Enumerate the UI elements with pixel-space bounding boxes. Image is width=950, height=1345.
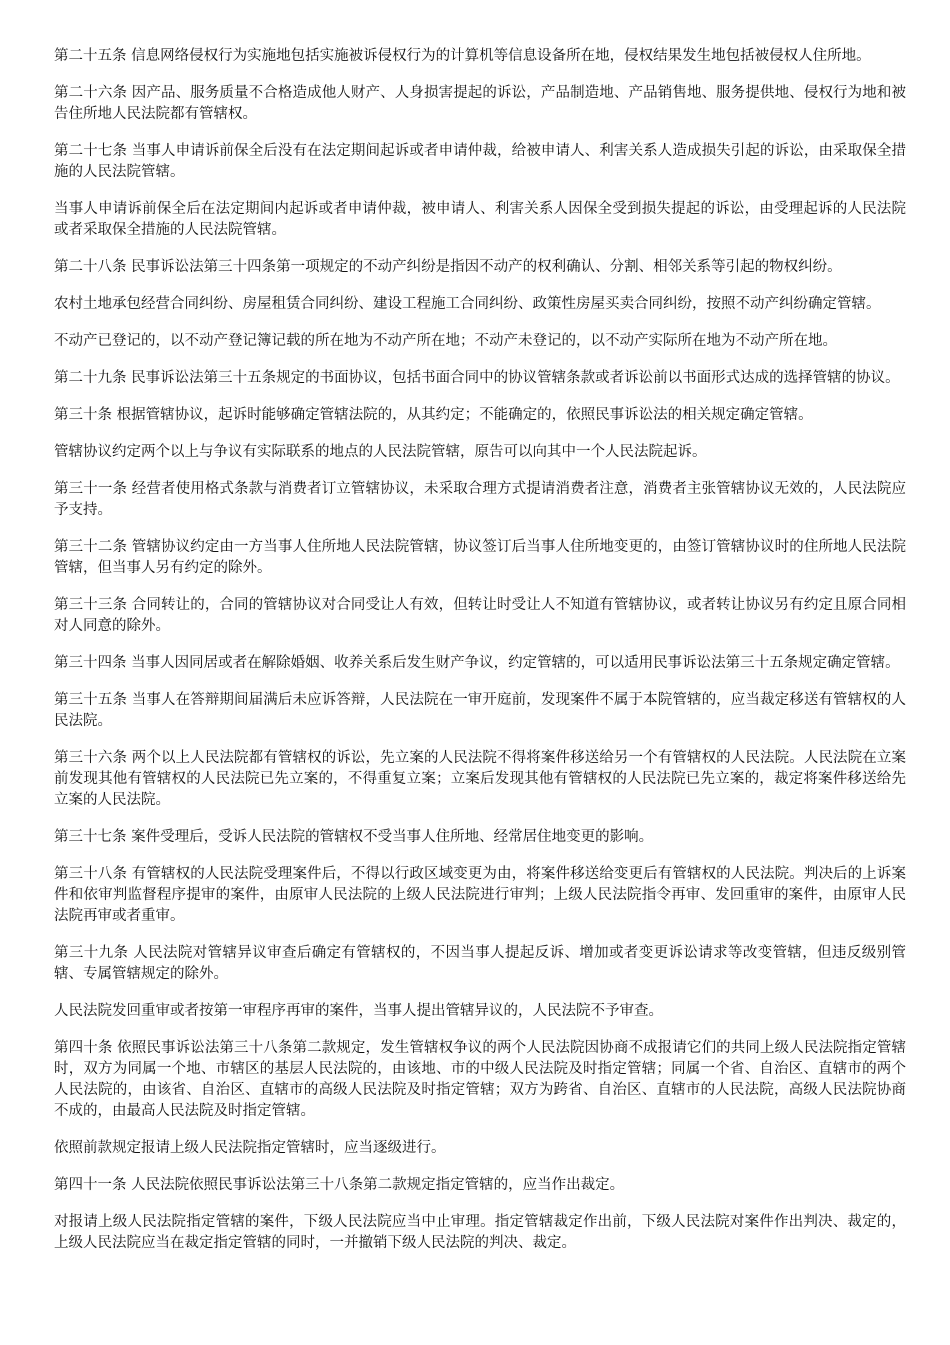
- paragraph-art37: 第三十七条 案件受理后，受诉人民法院的管辖权不受当事人住所地、经常居住地变更的影响。: [54, 829, 654, 845]
- paragraph-art40: 第四十条 依照民事诉讼法第三十八条第二款规定，发生管辖权争议的两个人民法院因协商不成报请它们的共同上级人民法院指定管辖时，双方为同属一个地、市辖区的基层人民法院的，由该地、市的中级人民法院及时指定管辖；同属一个省、自治区、直辖市的两个人民法院的，由该省、自治区、直辖市的高级人民法院及时指定管辖；双方为跨省、自治区、直辖市的人民法院，高级人民法院协商不成的，由最高人民法院及时指定管辖。: [54, 1040, 906, 1119]
- paragraph-art35: 第三十五条 当事人在答辩期间届满后未应诉答辩，人民法院在一审开庭前，发现案件不属于本院管辖的，应当裁定移送有管辖权的人民法院。: [54, 692, 906, 729]
- paragraph-art27: 第二十七条 当事人申请诉前保全后没有在法定期间起诉或者申请仲裁，给被申请人、利害关系人造成损失引起的诉讼，由采取保全措施的人民法院管辖。: [54, 143, 906, 180]
- paragraph-art39-2: 人民法院发回重审或者按第一审程序再审的案件，当事人提出管辖异议的，人民法院不予审查。: [54, 1003, 663, 1019]
- document-body: [54, 46, 906, 1270]
- paragraph-art34: 第三十四条 当事人因同居或者在解除婚姻、收养关系后发生财产争议，约定管辖的，可以适用民事诉讼法第三十五条规定确定管辖。: [54, 655, 900, 671]
- paragraph-art28-3: 不动产已登记的，以不动产登记簿记载的所在地为不动产所在地；不动产未登记的，以不动产实际所在地为不动产所在地。: [54, 333, 837, 349]
- paragraph-art41: 第四十一条 人民法院依照民事诉讼法第三十八条第二款规定指定管辖的，应当作出裁定。: [54, 1177, 625, 1193]
- paragraph-art28-2: 农村土地承包经营合同纠纷、房屋租赁合同纠纷、建设工程施工合同纠纷、政策性房屋买卖合同纠纷，按照不动产纠纷确定管辖。: [54, 296, 881, 312]
- paragraph-art25: 第二十五条 信息网络侵权行为实施地包括实施被诉侵权行为的计算机等信息设备所在地，侵权结果发生地包括被侵权人住所地。: [54, 48, 871, 64]
- paragraph-art40-2: 依照前款规定报请上级人民法院指定管辖时，应当逐级进行。: [54, 1140, 446, 1156]
- paragraph-art36: 第三十六条 两个以上人民法院都有管辖权的诉讼，先立案的人民法院不得将案件移送给另一个有管辖权的人民法院。人民法院在立案前发现其他有管辖权的人民法院已先立案的，不得重复立案；立案后发现其他有管辖权的人民法院已先立案的，裁定将案件移送给先立案的人民法院。: [54, 750, 906, 808]
- paragraph-art26: 第二十六条 因产品、服务质量不合格造成他人财产、人身损害提起的诉讼，产品制造地、产品销售地、服务提供地、侵权行为地和被告住所地人民法院都有管辖权。: [54, 85, 906, 122]
- paragraph-art41-2: 对报请上级人民法院指定管辖的案件，下级人民法院应当中止审理。指定管辖裁定作出前，下级人民法院对案件作出判决、裁定的，上级人民法院应当在裁定指定管辖的同时，一并撤销下级人民法院的判决、裁定。: [54, 1214, 906, 1251]
- paragraph-art29: 第二十九条 民事诉讼法第三十五条规定的书面协议，包括书面合同中的协议管辖条款或者诉讼前以书面形式达成的选择管辖的协议。: [54, 370, 900, 386]
- paragraph-art39: 第三十九条 人民法院对管辖异议审查后确定有管辖权的，不因当事人提起反诉、增加或者变更诉讼请求等改变管辖，但违反级别管辖、专属管辖规定的除外。: [54, 945, 906, 982]
- paragraph-art38: 第三十八条 有管辖权的人民法院受理案件后，不得以行政区域变更为由，将案件移送给变更后有管辖权的人民法院。判决后的上诉案件和依审判监督程序提审的案件，由原审人民法院的上级人民法院进行审判；上级人民法院指令再审、发回重审的案件，由原审人民法院再审或者重审。: [54, 866, 906, 924]
- paragraph-art27-2: 当事人申请诉前保全后在法定期间内起诉或者申请仲裁，被申请人、利害关系人因保全受到损失提起的诉讼，由受理起诉的人民法院或者采取保全措施的人民法院管辖。: [54, 201, 906, 238]
- paragraph-art30: 第三十条 根据管辖协议，起诉时能够确定管辖法院的，从其约定；不能确定的，依照民事诉讼法的相关规定确定管辖。: [54, 407, 813, 423]
- paragraph-art33: 第三十三条 合同转让的，合同的管辖协议对合同受让人有效，但转让时受让人不知道有管辖协议，或者转让协议另有约定且原合同相对人同意的除外。: [54, 597, 906, 634]
- paragraph-art32: 第三十二条 管辖协议约定由一方当事人住所地人民法院管辖，协议签订后当事人住所地变更的，由签订管辖协议时的住所地人民法院管辖，但当事人另有约定的除外。: [54, 539, 906, 576]
- paragraph-art30-2: 管辖协议约定两个以上与争议有实际联系的地点的人民法院管辖，原告可以向其中一个人民法院起诉。: [54, 444, 707, 460]
- paragraph-art28: 第二十八条 民事诉讼法第三十四条第一项规定的不动产纠纷是指因不动产的权利确认、分割、相邻关系等引起的物权纠纷。: [54, 259, 842, 275]
- paragraph-art31: 第三十一条 经营者使用格式条款与消费者订立管辖协议，未采取合理方式提请消费者注意，消费者主张管辖协议无效的，人民法院应予支持。: [54, 481, 906, 518]
